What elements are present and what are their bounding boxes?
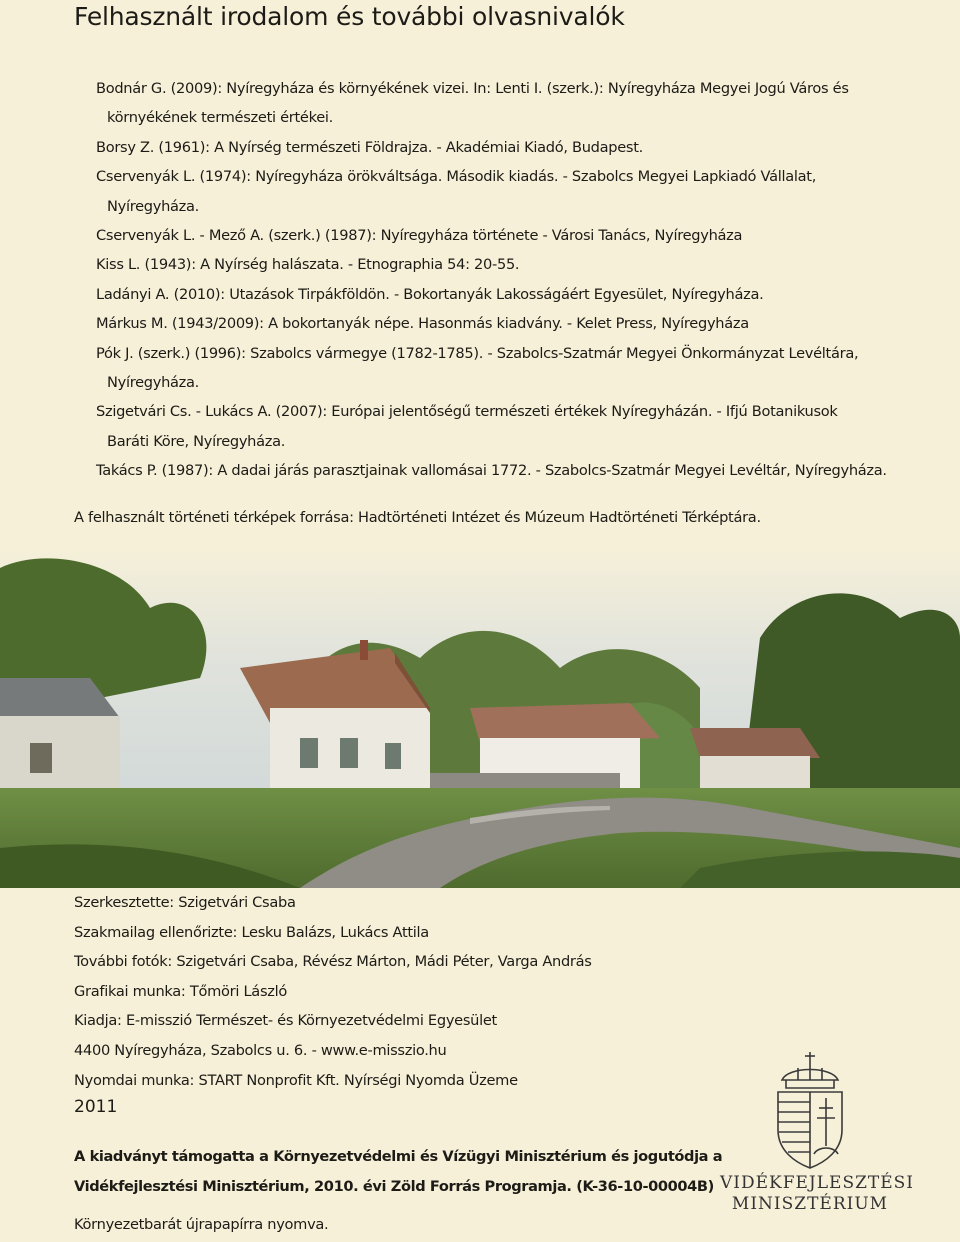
coat-of-arms-icon — [768, 1050, 852, 1170]
village-photo — [0, 548, 960, 888]
reference-item — [96, 221, 896, 250]
reference-item — [96, 74, 896, 133]
reference-text: Szigetvári Cs. - Lukács A. (2007): Európai jelentőségű természeti értékek Nyíregyházán. - Ifjú Botanikusok — [96, 403, 838, 421]
reference-text: Ladányi A. (2010): Utazások Tirpákföldön. - Bokortanyák Lakosságáért Egyesület, Nyíregyháza. — [96, 285, 764, 303]
reference-text: Cservenyák L. (1974): Nyíregyháza örökváltsága. Második kiadás. - Szabolcs Megyei Lapkiadó Vállalat, — [96, 168, 817, 186]
support-statement — [74, 1142, 722, 1201]
reference-list — [96, 74, 896, 486]
reference-item — [96, 309, 896, 338]
credit-line: Nyomdai munka: START Nonprofit Kft. Nyírségi Nyomda Üzeme — [74, 1071, 518, 1089]
recycled-paper-note: Környezetbarát újrapapírra nyomva. — [74, 1216, 329, 1233]
credit-line: Kiadja: E-misszió Természet- és Környezetvédelmi Egyesület — [74, 1012, 497, 1030]
reference-text-continued: Baráti Köre, Nyíregyháza. — [107, 432, 286, 450]
credit-line: Grafikai munka: Tőmöri László — [74, 982, 287, 1000]
reference-text-continued: Nyíregyháza. — [107, 197, 200, 215]
reference-item — [96, 280, 896, 309]
ministry-logo — [720, 1050, 915, 1240]
credit-line: 4400 Nyíregyháza, Szabolcs u. 6. - www.e-misszio.hu — [74, 1041, 447, 1059]
reference-item — [96, 339, 896, 398]
reference-item — [96, 133, 896, 162]
logo-text-line: MINISZTÉRIUM — [731, 1194, 889, 1214]
reference-text: Cservenyák L. - Mező A. (szerk.) (1987): Nyíregyháza története - Városi Tanács, Nyíregyháza — [96, 227, 743, 245]
support-line: A kiadványt támogatta a Környezetvédelmi és Vízügyi Minisztérium és jogutódja a — [74, 1148, 723, 1165]
reference-text: Márkus M. (1943/2009): A bokortanyák népe. Hasonmás kiadvány. - Kelet Press, Nyíregyháza — [96, 315, 749, 333]
reference-item — [96, 456, 896, 485]
logo-text-line: VIDÉKFEJLESZTÉSI — [720, 1173, 915, 1193]
reference-item — [96, 162, 896, 221]
reference-text: Kiss L. (1943): A Nyírség halászata. - Etnographia 54: 20-55. — [96, 256, 520, 274]
reference-text: Bodnár G. (2009): Nyíregyháza és környékének vizei. In: Lenti I. (szerk.): Nyíregyháza Megyei Jogú Város és — [96, 80, 849, 97]
credit-line: További fotók: Szigetvári Csaba, Révész Márton, Mádi Péter, Varga András — [74, 953, 592, 971]
village-photo-illustration — [0, 548, 960, 888]
reference-item — [96, 397, 896, 456]
reference-text-continued: Nyíregyháza. — [107, 374, 200, 392]
reference-text-continued: környékének természeti értékei. — [107, 109, 333, 127]
support-line: Vidékfejlesztési Minisztérium, 2010. évi Zöld Forrás Programja. (K-36-10-00004B) — [74, 1177, 714, 1195]
credit-line: Szerkesztette: Szigetvári Csaba — [74, 894, 296, 911]
map-source-note: A felhasznált történeti térképek forrása: Hadtörténeti Intézet és Múzeum Hadtörténeti Térképtára. — [74, 509, 761, 526]
reference-item — [96, 250, 896, 279]
credits-block — [74, 888, 592, 1095]
credit-line: Szakmailag ellenőrizte: Lesku Balázs, Lukács Attila — [74, 923, 429, 941]
reference-text: Borsy Z. (1961): A Nyírség természeti Földrajza. - Akadémiai Kiadó, Budapest. — [96, 138, 643, 156]
reference-text: Takács P. (1987): A dadai járás parasztjainak vallomásai 1772. - Szabolcs-Szatmár Megyei Levéltár, Nyíregyháza. — [96, 462, 887, 480]
publication-year: 2011 — [74, 1097, 118, 1117]
page-title: Felhasznált irodalom és további olvasnivalók — [74, 2, 625, 31]
reference-text: Pók J. (szerk.) (1996): Szabolcs vármegye (1782-1785). - Szabolcs-Szatmár Megyei Önkormányzat Levéltára, — [96, 344, 859, 362]
